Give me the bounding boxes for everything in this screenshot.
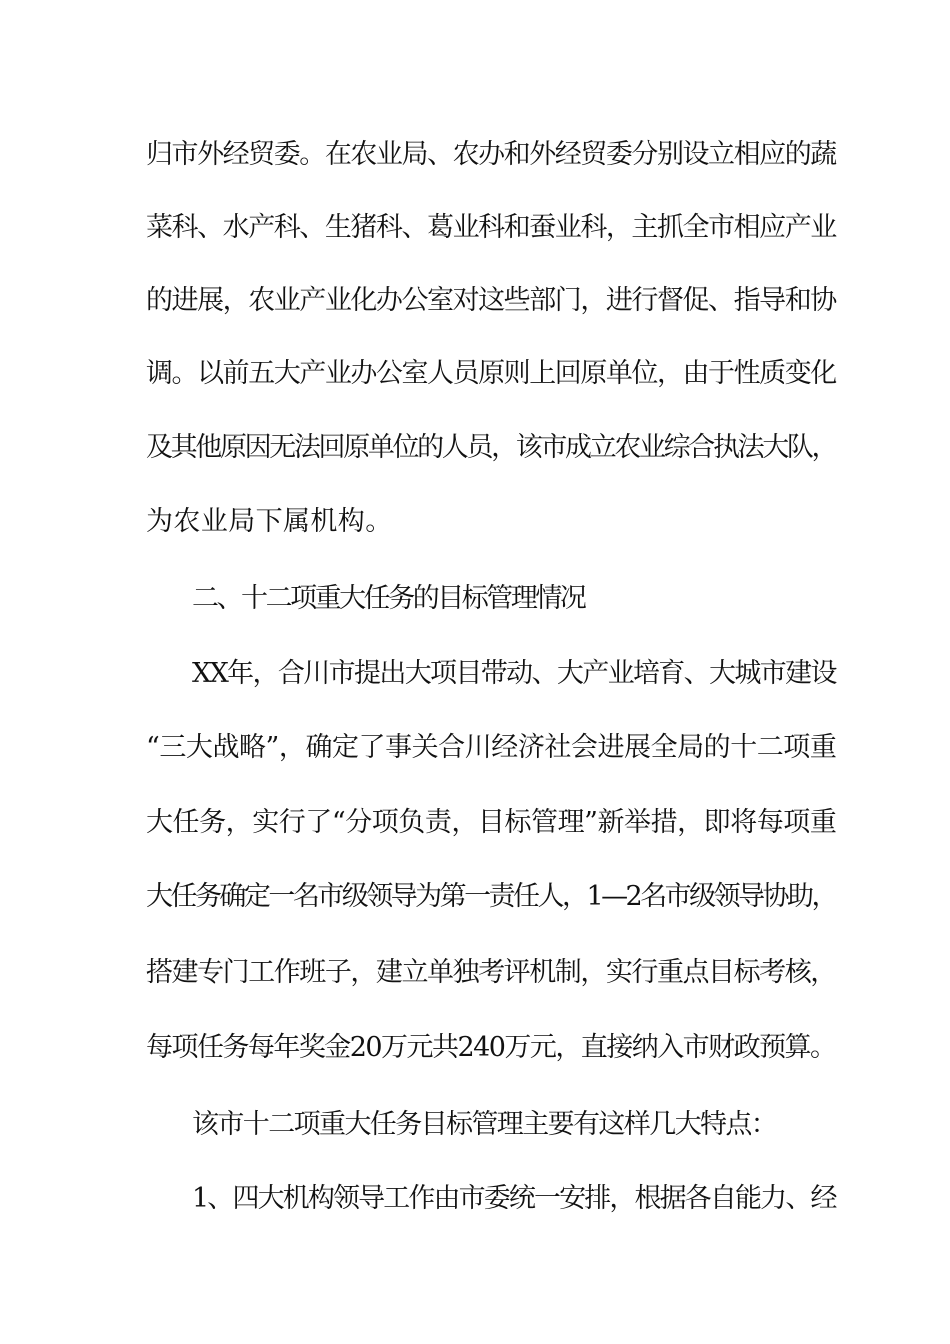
paragraph-line: 归市外经贸委。在农业局、农办和外经贸委分别设立相应的蔬 xyxy=(146,139,836,170)
paragraph-line: 及其他原因无法回原单位的人员，该市成立农业综合执法大队， xyxy=(146,432,837,463)
paragraph-line: 大任务确定一名市级领导为第一责任人，1—2名市级领导协助， xyxy=(146,881,836,912)
paragraph-line: “三大战略”，确定了事关合川经济社会进展全局的十二项重 xyxy=(146,732,837,763)
paragraph-line: 搭建专门工作班子，建立单独考评机制，实行重点目标考核， xyxy=(146,957,836,988)
paragraph-line: 的进展，农业产业化办公室对这些部门，进行督促、指导和协 xyxy=(146,285,836,316)
paragraph-line: 菜科、水产科、生猪科、葛业科和蚕业科，主抓全市相应产业 xyxy=(146,212,836,243)
paragraph-line: 每项任务每年奖金20万元共240万元，直接纳入市财政预算。 xyxy=(146,1032,836,1063)
paragraph-line: XX年，合川市提出大项目带动、大产业培育、大城市建设 xyxy=(192,658,836,689)
paragraph-line: 大任务，实行了“分项负责，目标管理”新举措，即将每项重 xyxy=(146,807,837,838)
section-heading: 二、十二项重大任务的目标管理情况 xyxy=(192,583,585,614)
list-item-line: 1、四大机构领导工作由市委统一安排，根据各自能力、经 xyxy=(192,1183,836,1214)
paragraph-line: 该市十二项重大任务目标管理主要有这样几大特点： xyxy=(192,1109,777,1140)
paragraph-line: 调。以前五大产业办公室人员原则上回原单位，由于性质变化 xyxy=(146,358,836,389)
paragraph-line: 为农业局下属机构。 xyxy=(146,506,393,537)
